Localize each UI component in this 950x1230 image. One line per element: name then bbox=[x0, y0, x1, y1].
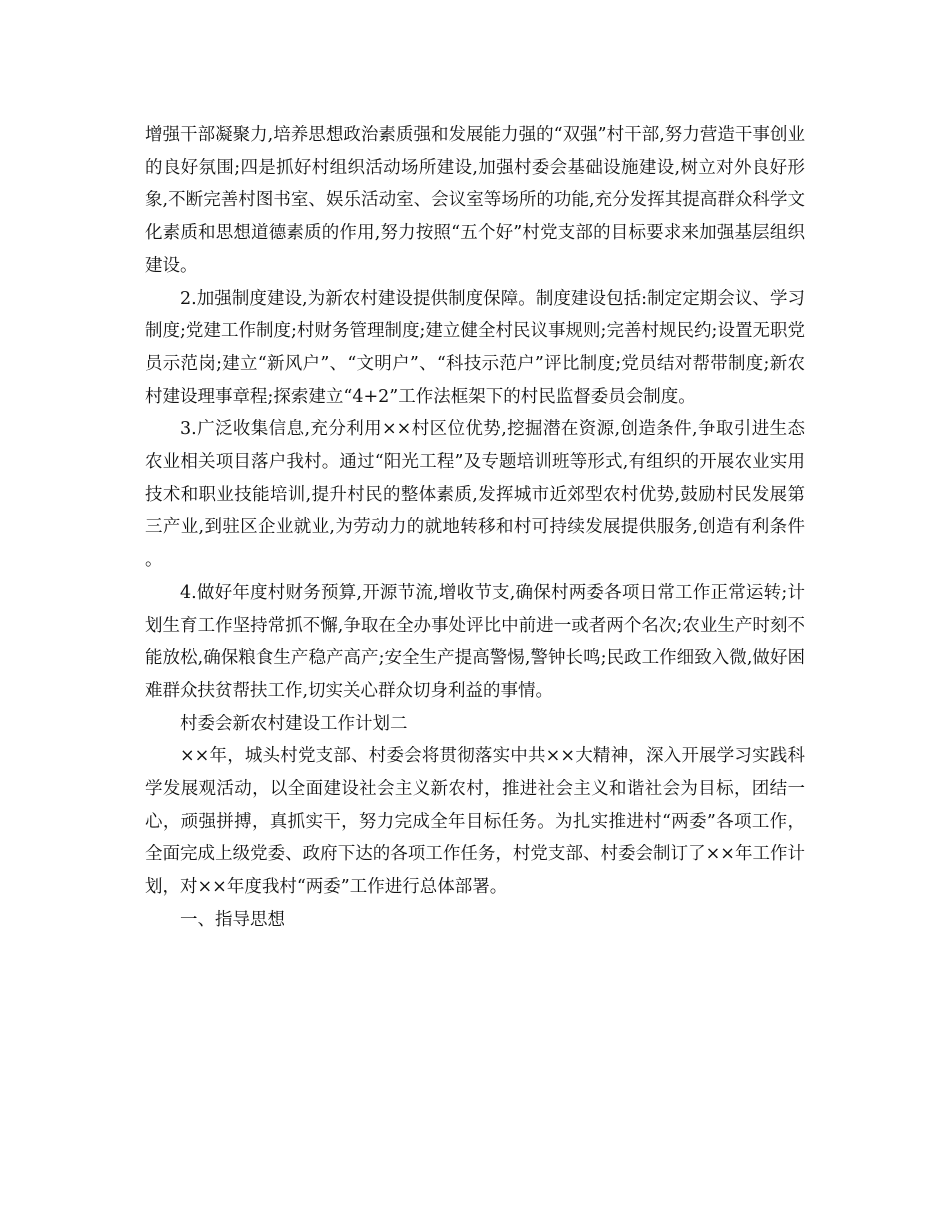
document-page bbox=[145, 119, 805, 937]
paragraph-item-3: 3.广泛收集信息,充分利用××村区位优势,挖掘潜在资源,创造条件,争取引进生态农业相关项目落户我村。通过“阳光工程”及专题培训班等形式,有组织的开展农业实用技术和职业技能培训,提升村民的整体素质,发挥城市近郊型农村优势,鼓励村民发展第三产业,到驻区企业就业,为劳动力的就地转移和村可持续发展提供服务,创造有利条件。 bbox=[145, 419, 805, 571]
paragraph-item-2: 2.加强制度建设,为新农村建设提供制度保障。制度建设包括:制定定期会议、学习制度;党建工作制度;村财务管理制度;建立健全村民议事规则;完善村规民约;设置无职党员示范岗;建立“新风户”、“文明户”、“科技示范户”评比制度;党员结对帮带制度;新农村建设理事章程;探索建立“4+2”工作法框架下的村民监督委员会制度。 bbox=[145, 288, 805, 407]
paragraph-intro: ××年，城头村党支部、村委会将贯彻落实中共××大精神，深入开展学习实践科学发展观活动，以全面建设社会主义新农村，推进社会主义和谐社会为目标，团结一心，顽强拼搏，真抓实干，努力完成全年目标任务。为扎实推进村“两委”各项工作，全面完成上级党委、政府下达的各项工作任务，村党支部、村委会制订了××年工作计划，对××年度我村“两委”工作进行总体部署。 bbox=[145, 746, 805, 898]
subheading-guiding-ideology: 一、指导思想 bbox=[180, 909, 285, 930]
paragraph-continuation: 增强干部凝聚力,培养思想政治素质强和发展能力强的“双强”村干部,努力营造干事创业的良好氛围;四是抓好村组织活动场所建设,加强村委会基础设施建设,树立对外良好形象,不断完善村图书室、娱乐活动室、会议室等场所的功能,充分发挥其提高群众科学文化素质和思想道德素质的作用,努力按照“五个好”村党支部的目标要求来加强基层组织建设。 bbox=[145, 125, 805, 276]
section-title: 村委会新农村建设工作计划二 bbox=[180, 713, 408, 734]
paragraph-item-4: 4.做好年度村财务预算,开源节流,增收节支,确保村两委各项日常工作正常运转;计划生育工作坚持常抓不懈,争取在全办事处评比中前进一或者两个名次;农业生产时刻不能放松,确保粮食生产稳产高产;安全生产提高警惕,警钟长鸣;民政工作细致入微,做好困难群众扶贫帮扶工作,切实关心群众切身利益的事情。 bbox=[145, 582, 805, 701]
